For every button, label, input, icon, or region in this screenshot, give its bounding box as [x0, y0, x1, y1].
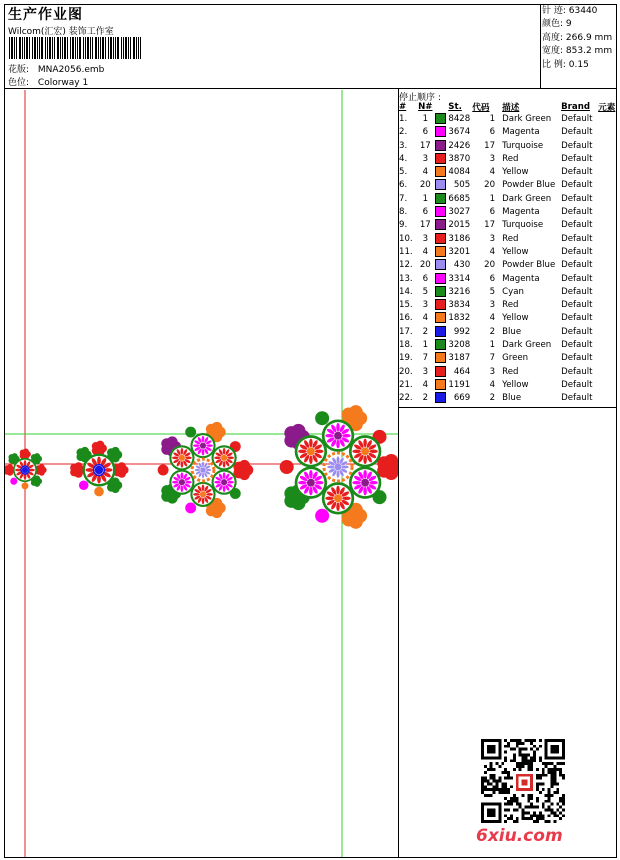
stop-stitches: 3186	[448, 233, 471, 244]
stop-element	[597, 193, 620, 206]
stop-code: 2	[489, 326, 496, 337]
col-element: 元素	[598, 103, 616, 113]
stop-desc: Yellow	[502, 246, 529, 257]
embroidery-flower-large	[280, 405, 398, 529]
stop-stitches: 3870	[448, 153, 471, 164]
header-divider	[4, 88, 617, 89]
stop-num: 13.	[399, 273, 413, 284]
color-swatch	[434, 259, 448, 272]
stop-needle: 2	[422, 326, 429, 337]
watermark-logo: 6xiu.com	[476, 826, 563, 846]
stop-code: 2	[489, 393, 496, 404]
table-row	[398, 193, 620, 206]
stop-element	[597, 352, 620, 365]
stop-brand: Default	[561, 167, 593, 178]
stop-code: 6	[489, 207, 496, 218]
stat-colors: 颜色: 9	[542, 19, 572, 30]
page-title: 生产作业图	[8, 7, 83, 23]
stop-brand: Default	[561, 127, 593, 138]
stop-element	[597, 299, 620, 312]
design-value: MNA2056.emb	[37, 65, 105, 75]
stop-brand: Default	[561, 246, 593, 257]
stop-desc: Dark Green	[502, 193, 552, 204]
stop-code: 4	[489, 246, 496, 257]
table-row	[398, 233, 620, 246]
stop-stitches: 430	[453, 260, 471, 271]
stop-stitches: 1832	[448, 313, 471, 324]
embroidery-flower	[70, 441, 128, 497]
stop-num: 16.	[399, 313, 413, 324]
stop-brand: Default	[561, 366, 593, 377]
stop-needle: 7	[422, 353, 429, 364]
stop-element	[597, 312, 620, 325]
stop-stitches: 1191	[448, 379, 471, 390]
stop-element	[597, 206, 620, 219]
stop-needle: 3	[422, 233, 429, 244]
stop-element	[597, 153, 620, 166]
stop-desc: Cyan	[502, 286, 524, 297]
stop-desc: Turquoise	[502, 140, 544, 151]
col-num: #	[399, 102, 407, 112]
stop-num: 2.	[399, 127, 408, 138]
stop-brand: Default	[561, 340, 593, 351]
color-swatch	[434, 140, 448, 153]
table-row	[398, 352, 620, 365]
stop-brand: Default	[561, 207, 593, 218]
table-row	[398, 299, 620, 312]
color-swatch	[434, 379, 448, 392]
stop-brand: Default	[561, 353, 593, 364]
stop-element	[597, 166, 620, 179]
color-swatch	[434, 273, 448, 286]
stop-stitches: 3216	[448, 286, 471, 297]
barcode-icon	[9, 37, 141, 59]
stop-code: 4	[489, 167, 496, 178]
stop-element	[597, 273, 620, 286]
stop-needle: 3	[422, 153, 429, 164]
stop-brand: Default	[561, 153, 593, 164]
stop-num: 5.	[399, 167, 408, 178]
colorway-label: 色位:	[8, 78, 30, 88]
table-row	[398, 259, 620, 272]
stop-needle: 1	[422, 340, 429, 351]
design-info	[8, 62, 104, 75]
stop-code: 1	[489, 193, 496, 204]
stop-desc: Magenta	[502, 127, 540, 138]
stop-desc: Turquoise	[502, 220, 544, 231]
color-swatch	[434, 299, 448, 312]
color-swatch	[434, 219, 448, 232]
stop-stitches: 464	[453, 366, 471, 377]
stop-num: 20.	[399, 366, 413, 377]
stop-num: 21.	[399, 379, 413, 390]
stat-height: 高度: 266.9 mm	[542, 32, 613, 43]
stop-code: 17	[484, 220, 496, 231]
stop-stitches: 669	[453, 393, 471, 404]
stop-num: 18.	[399, 340, 413, 351]
table-row	[398, 273, 620, 286]
stop-needle: 6	[422, 207, 429, 218]
stop-num: 9.	[399, 220, 408, 231]
stop-stitches: 505	[453, 180, 471, 191]
stop-brand: Default	[561, 273, 593, 284]
stop-code: 1	[489, 340, 496, 351]
design-stats	[542, 5, 612, 72]
stop-stitches: 4084	[448, 167, 471, 178]
stop-element	[597, 259, 620, 272]
stop-code: 17	[484, 140, 496, 151]
stop-stitches: 3027	[448, 207, 471, 218]
color-swatch	[434, 326, 448, 339]
table-bottom-divider	[398, 407, 617, 408]
design-preview	[5, 90, 398, 857]
col-n: N#	[418, 102, 433, 112]
color-swatch	[434, 126, 448, 139]
stat-scale: 比 例: 0.15	[542, 59, 589, 70]
stop-needle: 20	[419, 260, 431, 271]
stop-stitches: 3834	[448, 300, 471, 311]
col-desc: 描述	[502, 103, 520, 113]
color-stops-table	[398, 101, 620, 406]
color-swatch	[434, 392, 448, 405]
stop-needle: 1	[422, 114, 429, 124]
stop-num: 22.	[399, 393, 413, 404]
stop-brand: Default	[561, 379, 593, 390]
stop-num: 15.	[399, 300, 413, 311]
color-swatch	[434, 366, 448, 379]
stop-needle: 4	[422, 167, 429, 178]
stop-needle: 17	[419, 140, 431, 151]
stop-brand: Default	[561, 260, 593, 271]
stop-element	[597, 326, 620, 339]
stop-element	[597, 233, 620, 246]
stop-brand: Default	[561, 286, 593, 297]
colorway-info	[8, 75, 88, 88]
table-row	[398, 126, 620, 139]
table-row	[398, 113, 620, 126]
stop-desc: Red	[502, 300, 519, 311]
stop-code: 6	[489, 273, 496, 284]
stop-num: 1.	[399, 114, 408, 124]
stop-brand: Default	[561, 326, 593, 337]
table-row	[398, 206, 620, 219]
table-row	[398, 286, 620, 299]
stop-brand: Default	[561, 114, 593, 124]
stop-stitches: 3674	[448, 127, 471, 138]
stop-brand: Default	[561, 393, 593, 404]
stop-desc: Blue	[502, 326, 522, 337]
stop-brand: Default	[561, 180, 593, 191]
stop-num: 3.	[399, 140, 408, 151]
stop-code: 4	[489, 379, 496, 390]
table-row	[398, 246, 620, 259]
stop-stitches: 2015	[448, 220, 471, 231]
stop-desc: Dark Green	[502, 340, 552, 351]
stop-element	[597, 366, 620, 379]
stop-needle: 6	[422, 273, 429, 284]
stop-desc: Yellow	[502, 313, 529, 324]
stat-stitches: 针 迹: 63440	[542, 6, 598, 16]
qr-code-icon	[481, 739, 565, 823]
stop-stitches: 2426	[448, 140, 471, 151]
stop-element	[597, 379, 620, 392]
stop-code: 20	[484, 180, 496, 191]
stop-brand: Default	[561, 193, 593, 204]
stop-needle: 4	[422, 313, 429, 324]
embroidery-preview-canvas	[5, 90, 398, 857]
stop-needle: 4	[422, 246, 429, 257]
table-row	[398, 219, 620, 232]
stop-brand: Default	[561, 300, 593, 311]
stop-desc: Red	[502, 233, 519, 244]
color-swatch	[434, 352, 448, 365]
embroidery-flower-large	[158, 422, 254, 518]
table-row	[398, 326, 620, 339]
table-row	[398, 140, 620, 153]
stop-desc: Red	[502, 153, 519, 164]
stop-element	[597, 339, 620, 352]
stop-code: 1	[489, 114, 496, 124]
stop-brand: Default	[561, 140, 593, 151]
stop-num: 8.	[399, 207, 408, 218]
stop-element	[597, 286, 620, 299]
stop-desc: Dark Green	[502, 114, 552, 124]
stop-desc: Magenta	[502, 207, 540, 218]
color-swatch	[434, 179, 448, 192]
stop-num: 14.	[399, 286, 413, 297]
stop-brand: Default	[561, 220, 593, 231]
stop-element	[597, 179, 620, 192]
color-swatch	[434, 233, 448, 246]
stats-divider	[540, 4, 541, 88]
stop-code: 4	[489, 313, 496, 324]
stop-element	[597, 392, 620, 405]
stop-num: 11.	[399, 246, 413, 257]
stop-desc: Yellow	[502, 379, 529, 390]
stop-desc: Green	[502, 353, 529, 364]
stop-code: 3	[489, 153, 496, 164]
stop-needle: 2	[422, 393, 429, 404]
stop-stitches: 3187	[448, 353, 471, 364]
table-row	[398, 392, 620, 405]
color-swatch	[434, 166, 448, 179]
stop-num: 10.	[399, 233, 413, 244]
stop-code: 3	[489, 300, 496, 311]
stop-code: 6	[489, 127, 496, 138]
stop-code: 3	[489, 233, 496, 244]
table-row	[398, 339, 620, 352]
color-swatch	[434, 339, 448, 352]
color-swatch	[434, 246, 448, 259]
color-swatch	[434, 153, 448, 166]
stop-desc: Powder Blue	[502, 260, 556, 271]
embroidery-flower	[5, 448, 47, 489]
stop-code: 3	[489, 366, 496, 377]
stop-stitches: 3208	[448, 340, 471, 351]
stop-element	[597, 126, 620, 139]
table-header	[398, 101, 620, 113]
stop-needle: 5	[422, 286, 429, 297]
table-row	[398, 166, 620, 179]
stop-needle: 4	[422, 379, 429, 390]
stop-needle: 17	[419, 220, 431, 231]
stop-num: 4.	[399, 153, 408, 164]
color-swatch	[434, 113, 448, 126]
stop-needle: 6	[422, 127, 429, 138]
stop-desc: Blue	[502, 393, 522, 404]
col-swatch	[434, 101, 448, 113]
stop-num: 12.	[399, 260, 413, 271]
stop-needle: 3	[422, 300, 429, 311]
stop-element	[597, 140, 620, 153]
stop-needle: 20	[419, 180, 431, 191]
stop-code: 7	[489, 353, 496, 364]
stop-element	[597, 219, 620, 232]
stop-num: 19.	[399, 353, 413, 364]
stop-brand: Default	[561, 313, 593, 324]
table-row	[398, 179, 620, 192]
stat-width: 宽度: 853.2 mm	[542, 46, 613, 57]
stop-desc: Yellow	[502, 167, 529, 178]
stop-code: 5	[489, 286, 496, 297]
stop-needle: 3	[422, 366, 429, 377]
stop-stitches: 3201	[448, 246, 471, 257]
color-swatch	[434, 286, 448, 299]
stop-element	[597, 246, 620, 259]
color-swatch	[434, 312, 448, 325]
col-brand: Brand	[561, 102, 590, 112]
col-code: 代码	[472, 103, 490, 113]
stop-stitches: 8428	[448, 114, 471, 124]
stop-desc: Powder Blue	[502, 180, 556, 191]
stop-num: 6.	[399, 180, 408, 191]
stop-code: 20	[484, 260, 496, 271]
colorway-value: Colorway 1	[37, 78, 89, 88]
stop-stitches: 992	[453, 326, 471, 337]
stop-brand: Default	[561, 233, 593, 244]
design-label: 花版:	[8, 65, 30, 75]
stop-num: 17.	[399, 326, 413, 337]
table-row	[398, 379, 620, 392]
stop-desc: Red	[502, 366, 519, 377]
stop-stitches: 6685	[448, 193, 471, 204]
color-swatch	[434, 206, 448, 219]
table-row	[398, 153, 620, 166]
stop-stitches: 3314	[448, 273, 471, 284]
stop-num: 7.	[399, 193, 408, 204]
color-swatch	[434, 193, 448, 206]
studio-name: Wilcom(汇宏) 装饰工作室	[8, 27, 114, 37]
table-row	[398, 312, 620, 325]
table-row	[398, 366, 620, 379]
stops-title: 停止顺序 :	[399, 93, 441, 103]
col-st: St.	[448, 102, 462, 112]
stop-needle: 1	[422, 193, 429, 204]
stop-desc: Magenta	[502, 273, 540, 284]
stop-element	[597, 113, 620, 126]
